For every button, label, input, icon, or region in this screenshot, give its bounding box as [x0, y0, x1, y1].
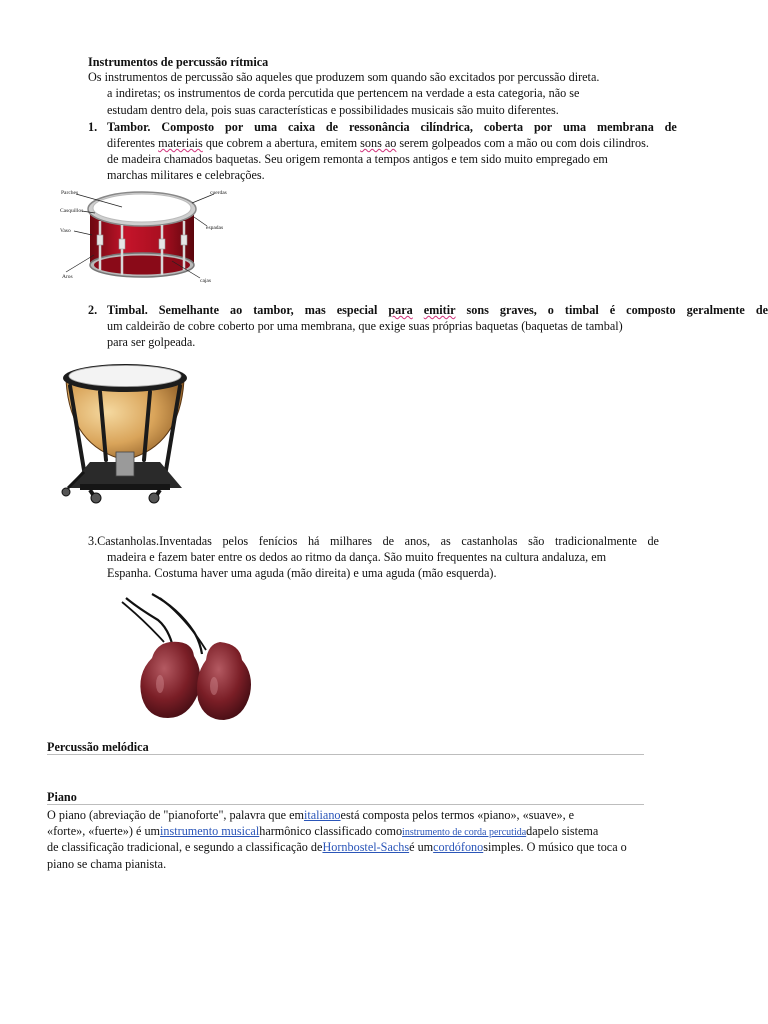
link-instrumento-musical[interactable]: instrumento musical	[160, 824, 260, 838]
link-cordofono[interactable]: cordófono	[433, 840, 484, 854]
link-corda-percutida[interactable]: instrumento de corda percutida	[402, 827, 527, 838]
item1-line-3: de madeira chamados baquetas. Seu origem remonta a tempos antigos e tem sido muito empregado em	[107, 152, 608, 166]
svg-text:cajas: cajas	[200, 278, 211, 284]
item1-number: 1.	[88, 120, 98, 134]
piano-title: Piano	[47, 790, 77, 804]
item3-line-1: 3.Castanholas.Inventadas pelos fenícios há milhares de anos, as castanholas são tradicionalmente de	[88, 534, 659, 548]
intro-line-2: a indiretas; os instrumentos de corda percutida que pertencem na verdade a esta categoria, não se	[107, 86, 580, 100]
item3-line-2: madeira e fazem bater entre os dedos ao ritmo da dança. São muito frequentes na cultura andaluza, em	[107, 550, 607, 564]
item2-line-2: um caldeirão de cobre coberto por uma membrana, que exige suas próprias baquetas (baquetas de tambal)	[107, 319, 623, 333]
piano-line-3: de classificação tradicional, e segundo a classificação deHornbostel-Sachsé umcordófonosimples. O músico que toca o	[47, 840, 627, 854]
section-title-rhythmic: Instrumentos de percussão rítmica	[88, 55, 269, 69]
item1-line-2: diferentes materiais que cobrem a abertura, emitem sons ao serem golpeados com a mão ou com dois cilindros.	[107, 136, 649, 150]
item1-heading: Tambor. Composto por uma caixa de ressonância cilíndrica, coberta por uma membrana de	[107, 120, 677, 134]
svg-text:Aros: Aros	[62, 274, 73, 280]
intro-line-1: Os instrumentos de percussão são aqueles que produzem som quando são excitados por percussão direta.	[88, 70, 600, 84]
snare-drum-diagram	[52, 185, 234, 295]
svg-text:cuerdas: cuerdas	[210, 190, 227, 196]
section-divider	[47, 754, 644, 755]
piano-divider	[47, 804, 644, 805]
link-italiano[interactable]: italiano	[303, 808, 341, 822]
item2-number: 2.	[88, 303, 98, 317]
timpani-image	[50, 352, 200, 512]
svg-text:Parches: Parches	[61, 190, 79, 196]
piano-line-2: «forte», «fuerte») é uminstrumento musicalharmônico classificado comoinstrumento de corda percutidadapelo sistema	[47, 824, 599, 838]
piano-line-4: piano se chama pianista.	[47, 857, 167, 871]
svg-text:Vaso: Vaso	[60, 228, 71, 234]
item2-heading: Timbal. Semelhante ao tambor, mas especial para emitir sons graves, o timbal é composto geralmente de	[107, 303, 768, 317]
item1-line-4: marchas militares e celebrações.	[107, 168, 265, 182]
piano-line-1: O piano (abreviação de "pianoforte", palavra que emitalianoestá composta pelos termos «piano», «suave», e	[47, 808, 575, 822]
svg-text:Casquillos: Casquillos	[60, 208, 84, 214]
section-title-melodic: Percussão melódica	[47, 740, 149, 754]
svg-text:espadas: espadas	[206, 225, 224, 231]
item2-line-3: para ser golpeada.	[107, 335, 196, 349]
item3-line-3: Espanha. Costuma haver uma aguda (mão direita) e uma aguda (mão esquerda).	[107, 566, 497, 580]
link-hornbostel-sachs[interactable]: Hornbostel-Sachs	[322, 840, 410, 854]
castanets-image	[108, 590, 258, 725]
intro-line-3: estudam dentro dela, pois suas características e possibilidades musicais são muito diferentes.	[107, 103, 559, 117]
